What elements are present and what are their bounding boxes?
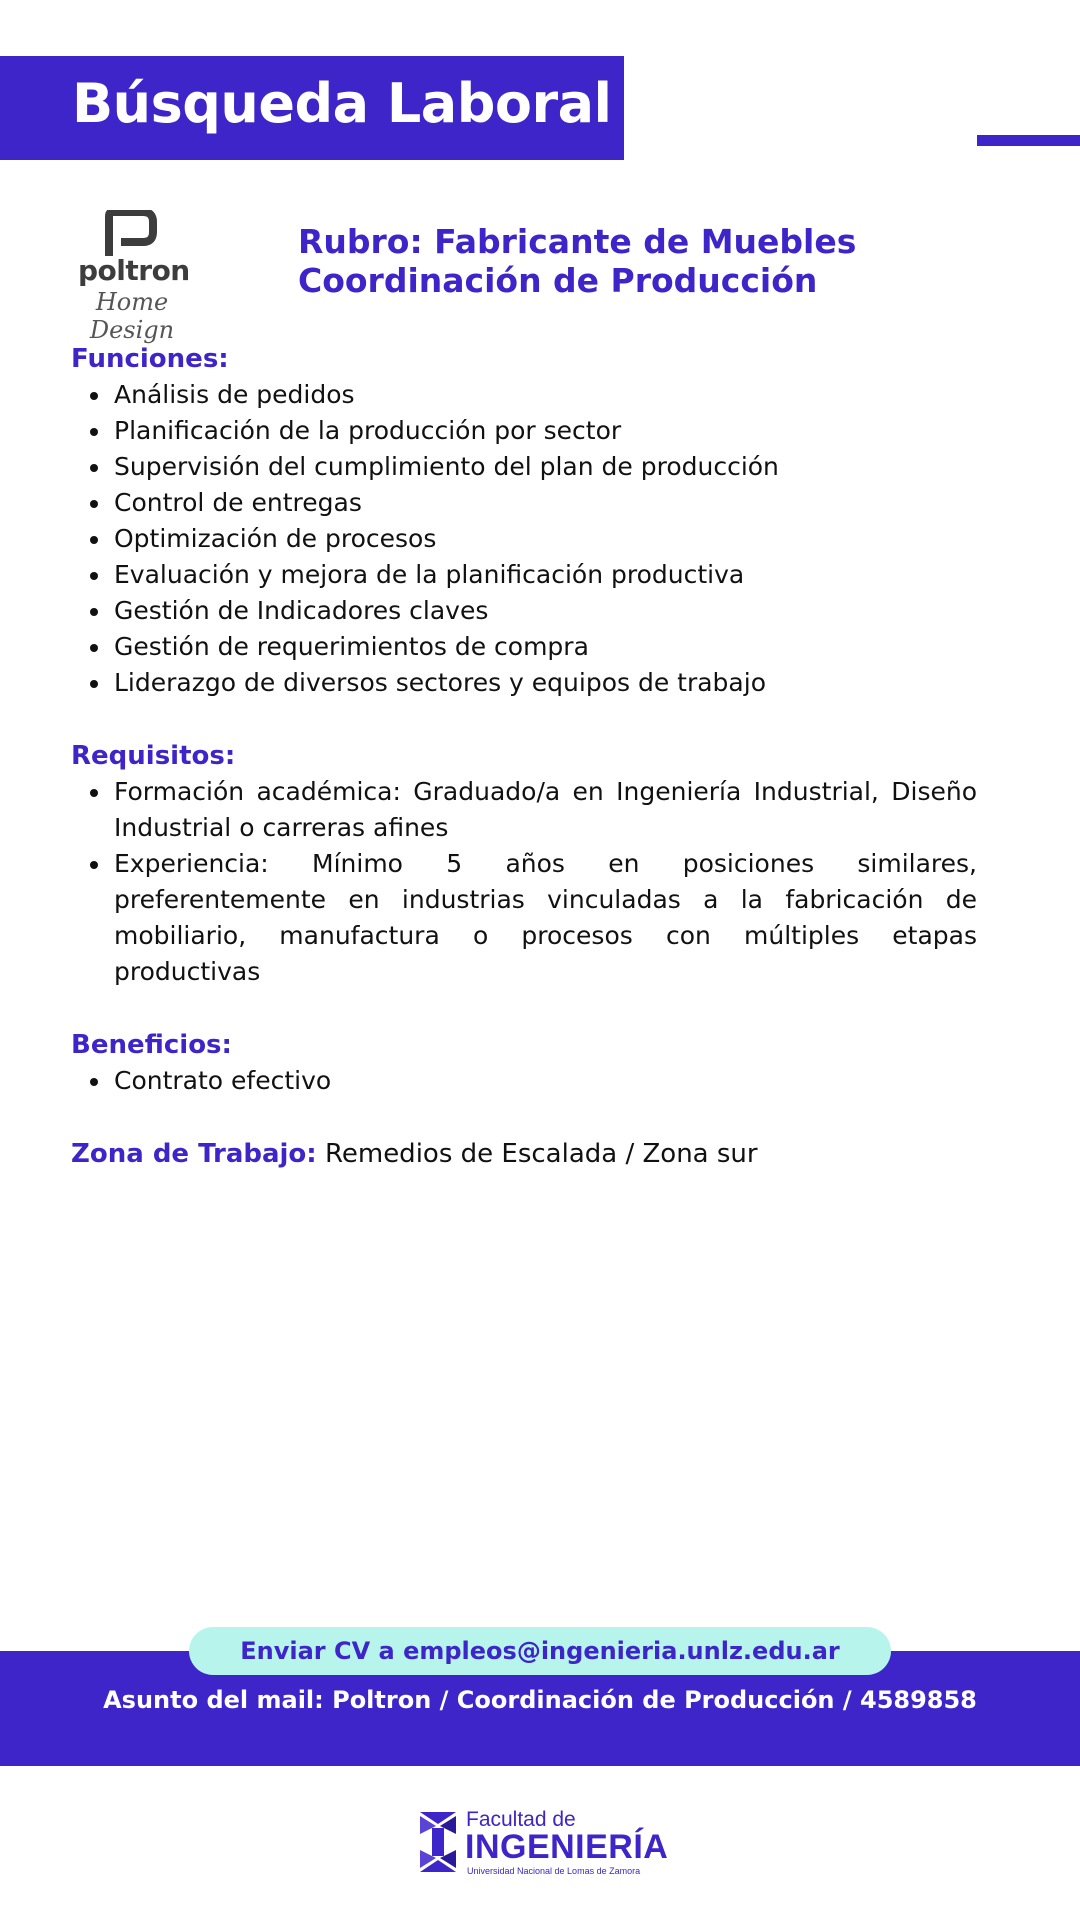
funciones-list	[71, 377, 977, 701]
poltron-p-icon	[105, 210, 157, 258]
funciones-item: Optimización de procesos	[71, 521, 977, 557]
funciones-item: Supervisión del cumplimiento del plan de producción	[71, 449, 977, 485]
zona-label: Zona de Trabajo:	[71, 1139, 317, 1169]
beneficios-list	[71, 1063, 977, 1099]
rubro-line: Rubro: Fabricante de Muebles	[298, 222, 857, 261]
funciones-item: Planificación de la producción por sector	[71, 413, 977, 449]
page-title: Búsqueda Laboral	[72, 72, 612, 135]
faculty-line3: Universidad Nacional de Lomas de Zamora	[467, 1866, 641, 1876]
funciones-item: Evaluación y mejora de la planificación productiva	[71, 557, 977, 593]
beneficios-item: Contrato efectivo	[71, 1063, 977, 1099]
company-name: poltron	[78, 254, 190, 287]
requisitos-list	[71, 774, 977, 990]
funciones-item: Análisis de pedidos	[71, 377, 977, 413]
role-line: Coordinación de Producción	[298, 261, 818, 300]
faculty-logo	[418, 1808, 668, 1878]
faculty-line1: Facultad de	[466, 1808, 576, 1831]
company-logo	[68, 200, 196, 344]
funciones-item: Control de entregas	[71, 485, 977, 521]
faculty-mark-icon	[418, 1810, 458, 1874]
send-cv-pill[interactable]: Enviar CV a empleos@ingenieria.unlz.edu.ar	[189, 1627, 891, 1675]
funciones-title: Funciones:	[71, 344, 229, 374]
requisitos-item: Formación académica: Graduado/a en Ingeniería Industrial, Diseño Industrial o carreras afines	[71, 774, 977, 846]
position-heading	[298, 222, 856, 300]
beneficios-title: Beneficios:	[71, 1030, 232, 1060]
funciones-item: Gestión de Indicadores claves	[71, 593, 977, 629]
accent-line	[977, 135, 1080, 146]
requisitos-title: Requisitos:	[71, 741, 236, 771]
faculty-line2: INGENIERÍA	[465, 1828, 669, 1866]
company-tagline: Home Design	[89, 288, 175, 344]
zona-line	[71, 1136, 977, 1172]
zona-value: Remedios de Escalada / Zona sur	[324, 1139, 758, 1169]
funciones-item: Gestión de requerimientos de compra	[71, 629, 977, 665]
funciones-item: Liderazgo de diversos sectores y equipos de trabajo	[71, 665, 977, 701]
posting-content	[71, 341, 977, 1172]
requisitos-item: Experiencia: Mínimo 5 años en posiciones similares, preferentemente en industrias vinculadas a la fabricación de mobiliario, manufactura o procesos con múltiples etapas productivas	[71, 846, 977, 990]
mail-subject: Asunto del mail: Poltron / Coordinación de Producción / 4589858	[103, 1686, 977, 1714]
